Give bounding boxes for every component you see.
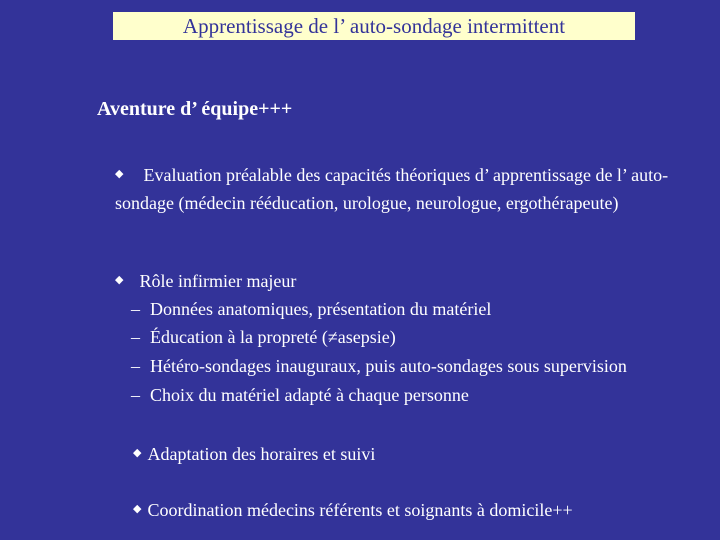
sub-item-text: Éducation à la propreté (≠asepsie): [150, 327, 396, 347]
sub-item-education: [131, 324, 396, 350]
dash-bullet-icon: –: [131, 385, 140, 405]
bullet-point-evaluation: [115, 162, 695, 216]
slide-title: Apprentissage de l’ auto-sondage intermittent: [182, 14, 566, 38]
sub-item-hetero-sondages: [131, 353, 627, 379]
bullet-point-adaptation: [133, 441, 375, 469]
bullet-point-coordination: [133, 497, 573, 525]
diamond-bullet-icon: ◆: [133, 502, 142, 515]
sub-item-donnees: [131, 296, 491, 322]
bullet-text-evaluation: Evaluation préalable des capacités théoriques d’ apprentissage de l’ auto-sondage (médecin rééducation, urologue, neurologue, ergothérapeute): [115, 165, 669, 213]
slide-heading: Aventure d’ équipe+++: [97, 98, 293, 120]
dash-bullet-icon: –: [131, 327, 140, 347]
diamond-bullet-icon: ◆: [133, 446, 142, 459]
sub-item-text: Choix du matériel adapté à chaque personne: [150, 385, 469, 405]
title-box: [113, 12, 635, 40]
sub-item-choix-materiel: [131, 382, 469, 408]
bullet-text-adaptation: Adaptation des horaires et suivi: [147, 444, 376, 464]
bullet-text-coordination: Coordination médecins référents et soignants à domicile++: [147, 500, 573, 520]
dash-bullet-icon: –: [131, 356, 140, 376]
dash-bullet-icon: –: [131, 299, 140, 319]
bullet-text-role-infirmier: Rôle infirmier majeur: [139, 271, 297, 291]
diamond-bullet-icon: ◆: [115, 167, 124, 180]
diamond-bullet-icon: ◆: [115, 273, 124, 286]
sub-item-text: Hétéro-sondages inauguraux, puis auto-sondages sous supervision: [150, 356, 627, 376]
sub-item-text: Données anatomiques, présentation du matériel: [150, 299, 492, 319]
bullet-point-role-infirmier: [115, 268, 296, 296]
